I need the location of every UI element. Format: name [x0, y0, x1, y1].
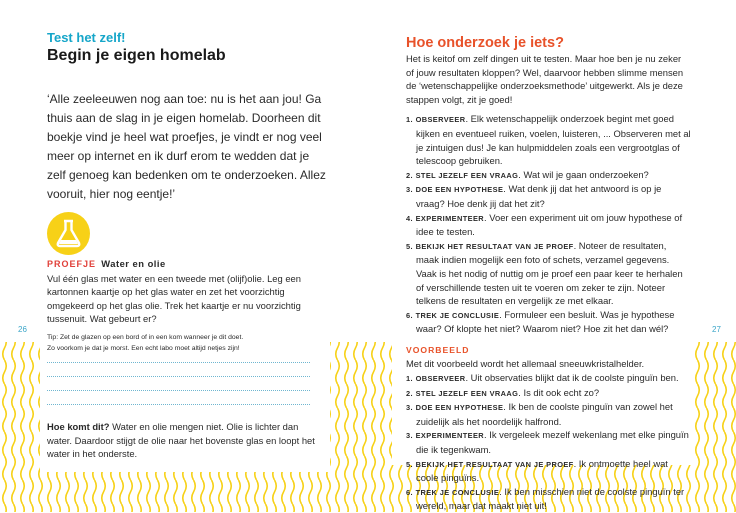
step-text: . Ik ontmoette heel wat coole pinguïns.	[416, 457, 668, 484]
answer-label: Hoe komt dit?	[47, 420, 110, 432]
step-item	[406, 371, 691, 386]
step-text: . Wat wil je gaan onderzoeken?	[518, 168, 649, 180]
step-label: BEKIJK HET RESULTAAT VAN JE PROEF	[415, 459, 574, 469]
step-item	[406, 386, 691, 401]
step-item	[406, 168, 691, 183]
step-item	[406, 308, 691, 336]
section-title: Hoe onderzoek je iets?	[406, 35, 564, 51]
tip-line-2: Zo voorkom je dat je morst. Een echt labo moet altijd netjes zijn!	[47, 344, 240, 352]
left-page-column	[47, 30, 330, 461]
example-intro: Met dit voorbeeld wordt het allemaal sneeuwkristalhelder.	[406, 358, 645, 370]
step-label: OBSERVEER	[415, 115, 466, 125]
step-text: . Noteer de resultaten, maak indien mogelijk een foto of schets, verzamel gegevens. Vaak is het nodig of nuttig om je proef een paar keer te herhalen of verschillende testen uit te voeren om zeker te zijn. Noteer telkens de resultaten en vergelijk ze met elkaar.	[416, 239, 683, 307]
step-text: . Ik ben misschien niet de coolste pinguïn ter wereld, maar dat maakt niet uit!	[416, 485, 685, 512]
intro-text: Het is keitof om zelf dingen uit te testen. Maar hoe ben je nu zeker of jouw resultaten kloppen? Wel, daarvoor hebben slimme mensen de ‘wetenschappelijke onderzoeksmethode’ uitgewerkt. Als je deze stappen volgt, zit je goed!	[406, 53, 684, 105]
proefje-label: PROEFJE	[47, 259, 97, 269]
step-text: . Ik ben de coolste pinguïn van zowel het zuidelijk als het noordelijk halfrond.	[416, 401, 673, 427]
proefje-section	[47, 257, 330, 326]
step-label: EXPERIMENTEER	[415, 431, 485, 441]
step-number: 3.	[406, 431, 413, 441]
example-section	[406, 344, 691, 513]
quote-text: ‘Alle zeeleeuwen nog aan toe: nu is het aan jou! Ga thuis aan de slag in je eigen homelab. Doorheen dit boekje vind je heel wat proefjes, je vindt er nog veel meer op internet en ik durf erom te wedden dat je zelf genoeg kan bedenken om te onderzoeken. Allez vooruit, hier nog eentje!’	[47, 92, 326, 201]
right-page-column	[406, 35, 691, 513]
page-title: Begin je eigen homelab	[47, 47, 226, 64]
answer-line	[47, 362, 310, 376]
step-item	[406, 457, 691, 485]
steps-list	[406, 112, 691, 336]
step-label: STEL JEZELF EEN VRAAG	[415, 388, 519, 398]
step-text: . Wat denk jij dat het antwoord is op je vraag? Hoe denk jij dat het zit?	[416, 183, 662, 209]
step-number: 3.	[406, 185, 413, 195]
step-number: 1.	[406, 115, 413, 125]
step-label: DOE EEN HYPOTHESE	[415, 185, 504, 195]
step-item	[406, 428, 691, 456]
step-number: 2.	[406, 170, 413, 180]
kicker-heading: Test het zelf!	[47, 30, 126, 45]
step-label: BEKIJK HET RESULTAAT VAN JE PROEF	[415, 241, 574, 251]
step-item	[406, 400, 691, 428]
answer-body: Water en olie mengen niet. Olie is lichter dan water. Daardoor stijgt de olie naar het bovenste glas en loopt het water in het onderste.	[47, 420, 315, 460]
step-item	[406, 485, 691, 513]
step-text: . Uit observaties blijkt dat ik de coolste pinguïn ben.	[465, 372, 679, 384]
page-number-right: 27	[712, 325, 721, 334]
step-text: . Elk wetenschappelijk onderzoek begint met goed kijken en eventueel ruiken, voelen, luisteren, ... Observeren met al je zintuigen dus! Je kan hulpmiddelen zoals een vergrootglas of telescoop gebruiken.	[416, 113, 691, 167]
step-label: TREK JE CONCLUSIE	[415, 487, 500, 497]
step-number: 2.	[406, 388, 413, 398]
step-item	[406, 239, 691, 308]
step-text: . Voer een experiment uit om jouw hypothese of idee te testen.	[416, 211, 683, 238]
step-text: . Is dit ook echt zo?	[518, 386, 600, 398]
step-item	[406, 112, 691, 167]
step-label: OBSERVEER	[415, 374, 466, 384]
step-number: 5.	[406, 241, 413, 251]
tip-line-1: Tip: Zet de glazen op een bord of in een kom wanneer je dit doet.	[47, 333, 244, 341]
example-label: VOORBEELD	[406, 344, 470, 355]
step-number: 6.	[406, 310, 413, 320]
step-number: 3.	[406, 403, 413, 413]
example-steps-list	[406, 371, 691, 513]
answer-text	[47, 420, 315, 461]
step-text: . Ik vergeleek mezelf wekenlang met elke pinguïn die ik tegenkwam.	[416, 429, 689, 456]
step-number: 1.	[406, 374, 413, 384]
page-number-left: 26	[18, 325, 27, 334]
tip-text	[47, 332, 330, 354]
proefje-title: Water en olie	[101, 258, 166, 269]
answer-lines	[47, 362, 330, 418]
step-label: TREK JE CONCLUSIE	[415, 310, 500, 320]
step-label: DOE EEN HYPOTHESE	[415, 403, 504, 413]
step-number: 4.	[406, 213, 413, 223]
step-item	[406, 182, 691, 210]
answer-line	[47, 404, 310, 418]
step-number: 6.	[406, 487, 413, 497]
flask-icon	[47, 212, 90, 255]
step-number: 5.	[406, 459, 413, 469]
answer-line	[47, 390, 310, 404]
step-label: EXPERIMENTEER	[415, 213, 485, 223]
step-item	[406, 211, 691, 239]
step-text: . Formuleer een besluit. Was je hypothese waar? Of klopte het niet? Waarom niet? Hoe zit het dan wél?	[416, 308, 675, 335]
proefje-text: Vul één glas met water en een tweede met (olijf)olie. Leg een kartonnen kaartje op het glas water en zet het voorzichtig omgekeerd op het glas olie. Trek het kaartje er nu voorzichtig tussenuit. Wat gebeurt er?	[47, 272, 301, 325]
answer-line	[47, 376, 310, 390]
step-label: STEL JEZELF EEN VRAAG	[415, 170, 519, 180]
